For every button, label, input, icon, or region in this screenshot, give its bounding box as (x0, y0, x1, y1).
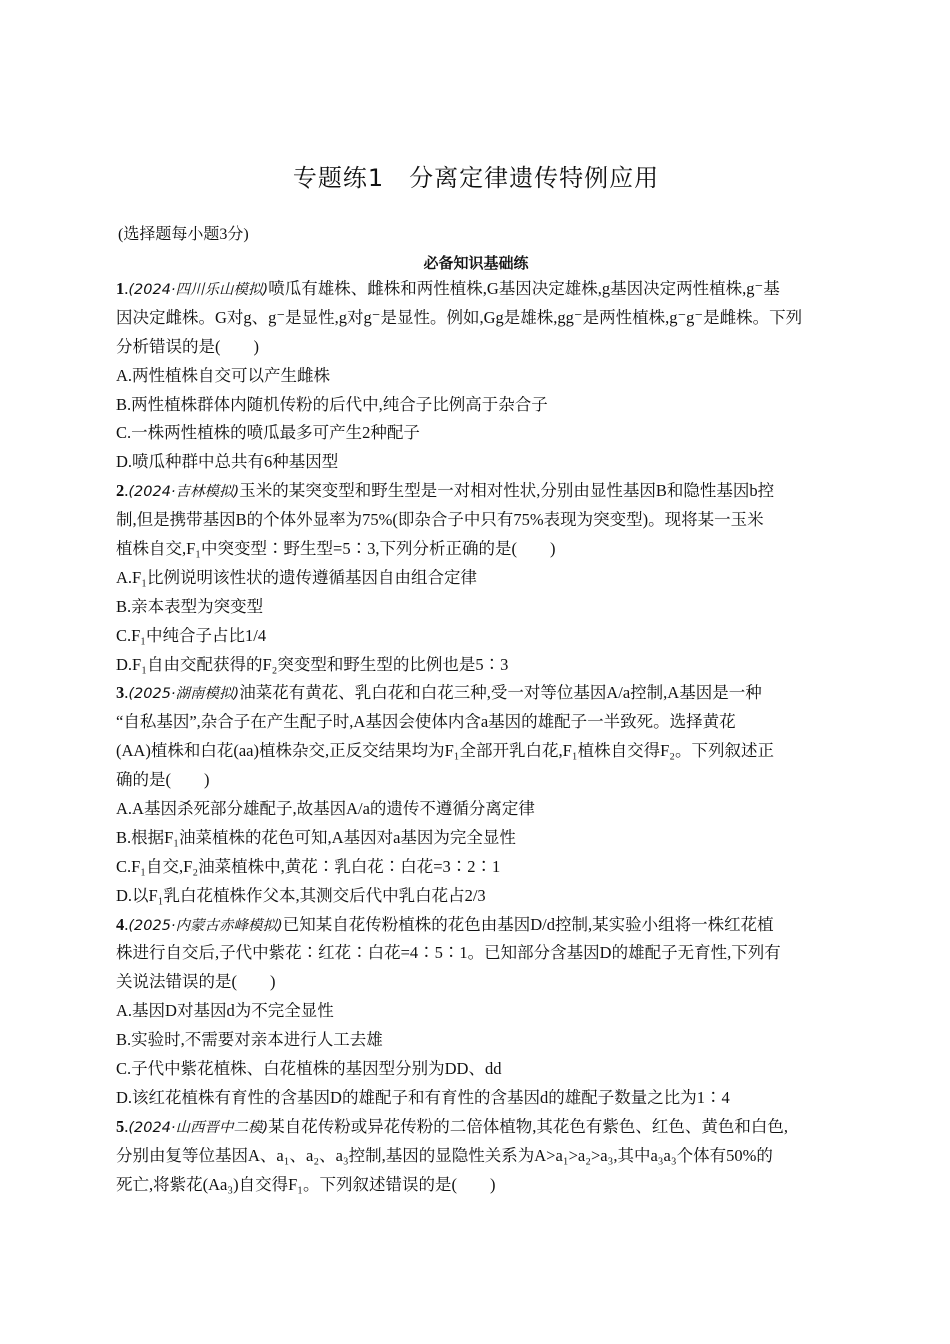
option-c: C.F₁自交,F₂油菜植株中,黄花∶乳白花∶白花=3∶2∶1 (116, 856, 501, 876)
question-4-line-1: 4.(2025·内蒙古赤峰模拟)已知某自花传粉植株的花色由基因D/d控制,某实验小组将一株红花植 (116, 914, 774, 934)
question-source: (2025·湖南模拟) (128, 686, 240, 703)
question-3-line-1: 3.(2025·湖南模拟)油菜花有黄花、乳白花和白花三种,受一对等位基因A/a控制,A基因是一种 (116, 683, 762, 703)
question-2-line-1: 2.(2024·吉林模拟)玉米的某突变型和野生型是一对相对性状,分别由显性基因B和隐性基因b控 (116, 481, 775, 501)
question-stem: 确的是( ) (116, 770, 210, 790)
question-source: (2024·山西晋中二模) (128, 1119, 269, 1136)
question-stem: 分析错误的是( ) (116, 336, 259, 356)
section-heading: 必备知识基础练 (423, 254, 529, 272)
question-stem: 玉米的某突变型和野生型是一对相对性状,分别由显性基因B和隐性基因b控 (239, 481, 775, 501)
question-source: (2024·吉林模拟) (128, 484, 240, 501)
option-c: C.子代中紫花植株、白花植株的基因型分别为DD、dd (116, 1059, 502, 1079)
question-number: 3 (116, 683, 125, 703)
question-stem: 分别由复等位基因A、a₁、a₂、a₃控制,基因的显隐性关系为A>a₁>a₂>a₃,其中a₃a₃个体有50%的 (116, 1145, 773, 1165)
question-stem: 株进行自交后,子代中紫花∶红花∶白花=4∶5∶1。已知部分含基因D的雄配子无育性,下列有 (116, 943, 781, 963)
question-stem: 已知某自花传粉植株的花色由基因D/d控制,某实验小组将一株红花植 (282, 914, 774, 934)
option-a: A.两性植株自交可以产生雌株 (116, 365, 331, 385)
question-stem: “自私基因”,杂合子在产生配子时,A基因会使体内含a基因的雄配子一半致死。选择黄花 (116, 712, 736, 732)
question-stem: 某自花传粉或异花传粉的二倍体植物,其花色有紫色、红色、黄色和白色, (268, 1116, 788, 1136)
question-stem: 关说法错误的是( ) (116, 972, 276, 992)
question-stem: 喷瓜有雄株、雌株和两性植株,G基因决定雄株,g基因决定两性植株,g⁻基 (268, 279, 780, 298)
option-a: A.F₁比例说明该性状的遗传遵循基因自由组合定律 (116, 567, 477, 587)
question-source: (2024·四川乐山模拟) (128, 282, 269, 298)
question-number: 5 (116, 1116, 125, 1136)
question-1-line-1: 1.(2024·四川乐山模拟)喷瓜有雄株、雌株和两性植株,G基因决定雄株,g基因决定两性植株,g⁻基 (116, 279, 780, 298)
option-a: A.A基因杀死部分雄配子,故基因A/a的遗传不遵循分离定律 (116, 799, 535, 819)
option-c: C.一株两性植株的喷瓜最多可产生2种配子 (116, 423, 420, 443)
question-5-line-1: 5.(2024·山西晋中二模)某自花传粉或异花传粉的二倍体植物,其花色有紫色、红色、黄色和白色, (116, 1116, 788, 1136)
option-d: D.以F₁乳白花植株作父本,其测交后代中乳白花占2/3 (116, 885, 486, 905)
question-source: (2025·内蒙古赤峰模拟) (128, 917, 283, 934)
question-stem: 制,但是携带基因B的个体外显率为75%(即杂合子中只有75%表现为突变型)。现将某一玉米 (116, 510, 764, 530)
option-b: B.亲本表型为突变型 (116, 596, 264, 616)
score-note: (选择题每小题3分) (118, 226, 249, 243)
option-d: D.F₁自由交配获得的F₂突变型和野生型的比例也是5∶3 (116, 654, 509, 674)
option-d: D.该红花植株有育性的含基因D的雄配子和有育性的含基因d的雄配子数量之比为1∶4 (116, 1087, 730, 1107)
question-number: 4 (116, 914, 125, 934)
option-c: C.F₁中纯合子占比1/4 (116, 625, 267, 645)
question-stem: 油菜花有黄花、乳白花和白花三种,受一对等位基因A/a控制,A基因是一种 (239, 683, 762, 703)
option-b: B.实验时,不需要对亲本进行人工去雄 (116, 1030, 383, 1050)
option-a: A.基因D对基因d为不完全显性 (116, 1001, 334, 1021)
page-title: 专题练1 分离定律遗传特例应用 (292, 164, 660, 192)
question-number: 2 (116, 481, 125, 501)
question-list (116, 275, 836, 1200)
question-stem: 死亡,将紫花(Aa₃)自交得F₁。下列叙述错误的是( ) (116, 1174, 496, 1194)
question-number: 1 (116, 279, 125, 298)
option-b: B.两性植株群体内随机传粉的后代中,纯合子比例高于杂合子 (116, 394, 548, 414)
question-stem: 植株自交,F₁中突变型∶野生型=5∶3,下列分析正确的是( ) (116, 539, 556, 559)
question-stem: (AA)植株和白花(aa)植株杂交,正反交结果均为F₁全部开乳白花,F₁植株自交得F₂。下列叙述正 (116, 741, 774, 761)
question-stem: 因决定雌株。G对g、g⁻是显性,g对g⁻是显性。例如,Gg是雄株,gg⁻是两性植株,g⁻g⁻是雌株。下列 (116, 307, 803, 327)
option-d: D.喷瓜种群中总共有6种基因型 (116, 452, 339, 472)
option-b: B.根据F₁油菜植株的花色可知,A基因对a基因为完全显性 (116, 827, 516, 847)
